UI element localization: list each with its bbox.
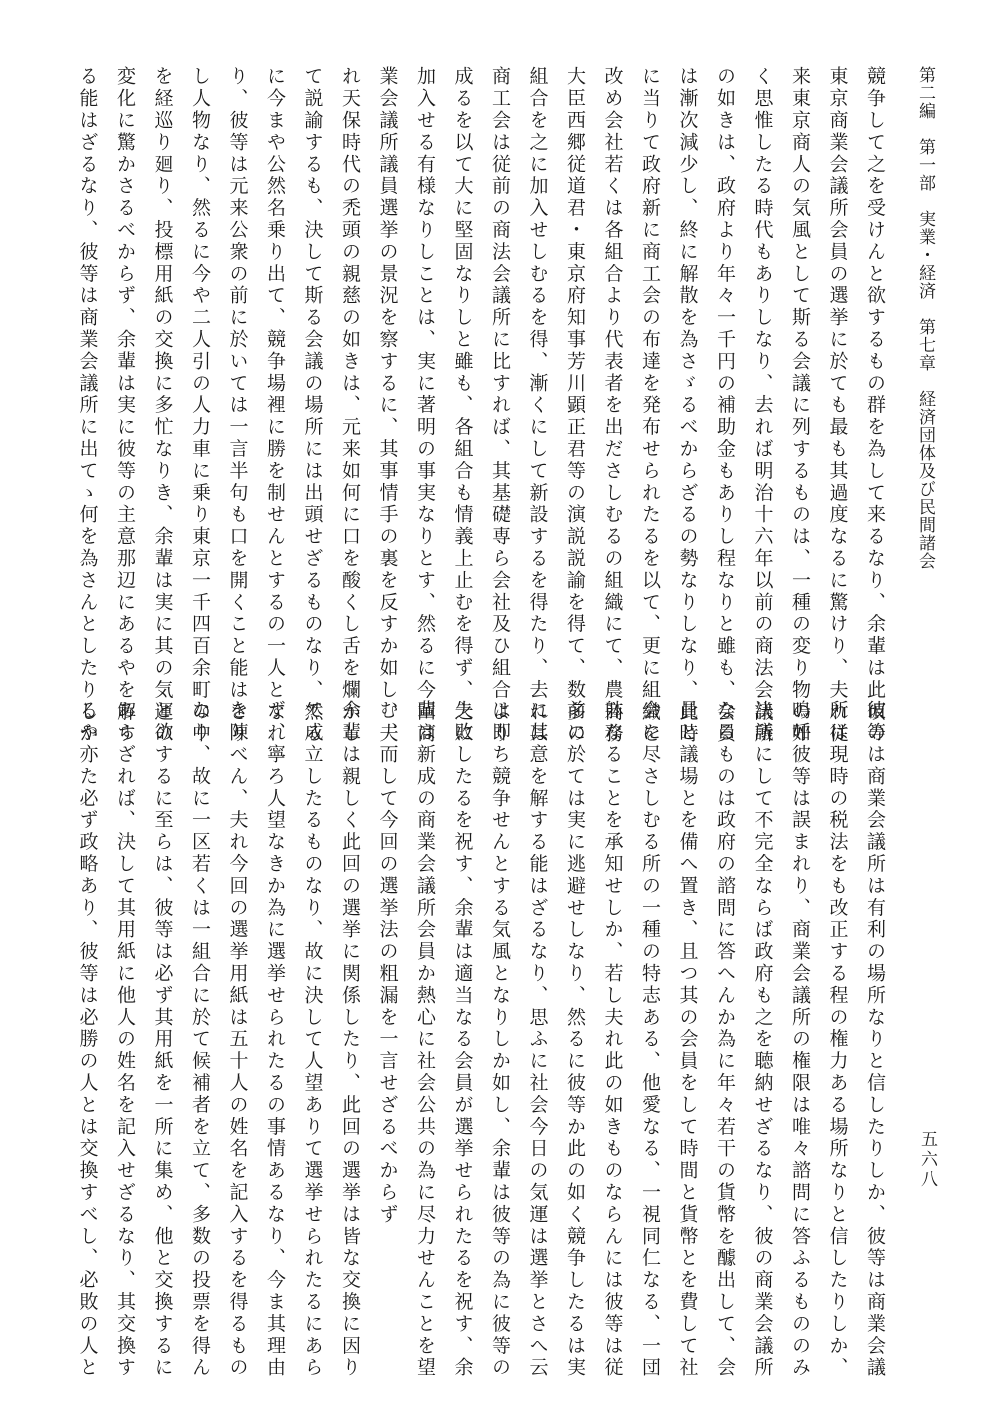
upper-text-line: 加入せる有様なりしことは、実に著明の事実なりとす、然るに今回商 (414, 66, 436, 745)
upper-text-line: を経巡り廻り、投標用紙の交換に多忙なりき、余輩は実に其の気運の (151, 66, 174, 745)
lower-text-line: む、而して今回の選挙法の粗漏を一言せざるべからず (376, 700, 399, 1226)
lower-text-line: 決議にして不完全ならば政府も之を聴納せざるなり、彼の商業会議所 (751, 700, 774, 1379)
lower-text-line: は即ち競争せんとする気風となりしか如し、余輩は彼等の為に彼等の (489, 700, 511, 1379)
upper-text-block (76, 66, 893, 745)
lower-text-line: ず、寧ろ人望なきか為に選挙せられたるの事情あるなり、今ま其理由 (264, 700, 286, 1379)
upper-text-line: れ天保時代の禿頭の親慈の如きは、元来如何に口を酸くし舌を爛かし (339, 66, 361, 745)
lower-text-line: 前に於ては実に逃避せしなり、然るに彼等か此の如く競争したるは実 (564, 700, 586, 1379)
lower-text-line: なるものは政府の諮問に答へんか為に年々若干の貨幣を醵出して、会 (714, 700, 736, 1379)
lower-text-line: 所は現時の税法をも改正する程の権力ある場所なりと信したりしか、 (826, 700, 849, 1379)
upper-text-line: く思惟したる時代もありしなり、去れば明治十六年以前の商法会議所 (751, 66, 774, 745)
lower-text-line: るや亦た必ず政略あり、彼等は必勝の人とは交換すべし、必敗の人と (76, 700, 99, 1379)
upper-text-line: 来東京商人の気風として斯る会議に列するものは、一種の変り物の如 (789, 66, 811, 745)
upper-text-line: に当りて政府新に商工会の布達を発布せられたるを以て、更に組織を (639, 66, 661, 745)
upper-text-line: 大臣西郷従道君・東京府知事芳川顕正君等の演説説諭を得て、数多の (564, 66, 586, 745)
upper-text-line: 東京商業会議所会員の選挙に於ても最も其過度なるに驚けり、夫れ従 (826, 66, 849, 745)
lower-text-line: と欲するに至らは、彼等は必ず其用紙を一所に集め、他と交換するに (151, 700, 174, 1379)
lower-text-line: 員と議場とを備へ置き、且つ其の会員をして時間と貨幣とを費して社 (676, 700, 699, 1379)
upper-text-line: 業会議所議員選挙の景況を察するに、其事情手の裏を反すか如し、夫 (376, 66, 399, 745)
lower-text-line: 輩は新成の商業会議所会員か熱心に社会公共の為に尽力せんことを望 (414, 700, 436, 1379)
upper-text-line: 改め会社若くは各組合より代表者を出ださしむるの組織にて、農商務 (601, 66, 624, 745)
upper-text-line: し人物なり、然るに今や二人引の人力車に乗り東京一千四百余町の中 (189, 66, 211, 745)
lower-text-line: に其意を解する能はざるなり、思ふに社会今日の気運は選挙とさへ云 (526, 700, 549, 1379)
lower-text-line: なり、故に一区若くは一組合に於て候補者を立て、多数の投票を得ん (189, 700, 211, 1379)
lower-text-line: 会に尽さしむる所の一種の特志ある、他愛なる、一視同仁なる、一団 (639, 700, 661, 1379)
upper-text-line: 組合を之に加入せしむるを得、漸くにして新設するを得たり、去れは (526, 66, 549, 745)
lower-text-block (76, 700, 893, 1379)
upper-text-line: に今まや公然名乗り出て、競争場裡に勝を制せんとするの一人となれ (264, 66, 286, 745)
upper-text-line: は漸次減少し、終に解散を為さゞるべからざるの勢なりしなり、此時 (676, 66, 699, 745)
upper-text-line: 変化に驚かさるべからず、余輩は実に彼等の主意那辺にあるやを解す (114, 66, 136, 745)
upper-text-line: り、彼等は元来公衆の前に於いては一言半句も口を開くこと能はさり (226, 66, 249, 745)
lower-text-line: 余輩は親しく此回の選挙に関係したり、此回の選挙は皆な交換に因り (339, 700, 361, 1379)
upper-text-line: 商工会は従前の商法会議所に比すれば、其基礎専ら会社及ひ組合より (489, 66, 511, 745)
lower-text-line: て成立したるものなり、故に決して人望ありて選挙せられたるにあら (301, 700, 324, 1379)
lower-text-line: 失敗したるを祝す、余輩は適当なる会員が選挙せられたるを祝す、余 (451, 700, 474, 1379)
running-header: 第二編 第一部 実業・経済 第七章 経済団体及び民間諸会 (915, 66, 935, 570)
lower-text-line: 躰なることを承知せしか、若し夫れ此の如きものならんには彼等は従 (601, 700, 624, 1379)
lower-text-line: 彼等は商業会議所は有利の場所なりと信したりしか、彼等は商業会議 (864, 700, 886, 1379)
upper-text-line: て説諭するも、決して斯る会議の場所には出頭せざるものなり、然る (301, 66, 324, 745)
page-number: 五六八 (917, 1130, 937, 1190)
upper-text-line: る能はざるなり、彼等は商業会議所に出てゝ何を為さんとしたりしか (76, 66, 99, 745)
upper-text-line: の如きは、政府より年々一千円の補助金もありし程なりと雖も、会員 (714, 66, 736, 745)
lower-text-line: 嗚呼彼等は誤まれり、商業会議所の権限は唯々諮問に答ふるもののみ (789, 700, 811, 1379)
upper-text-line: 成るを以て大に堅固なりしと雖も、各組合も情義上止むを得ず、之に (451, 66, 474, 745)
lower-text-line: あらざれば、決して其用紙に他人の姓名を記入せざるなり、其交換す (114, 700, 136, 1379)
lower-text-line: を陳べん、夫れ今回の選挙用紙は五十人の姓名を記入するを得るもの (226, 700, 249, 1379)
upper-text-line: 競争して之を受けんと欲するもの群を為して来るなり、余輩は此頃の (864, 66, 886, 745)
